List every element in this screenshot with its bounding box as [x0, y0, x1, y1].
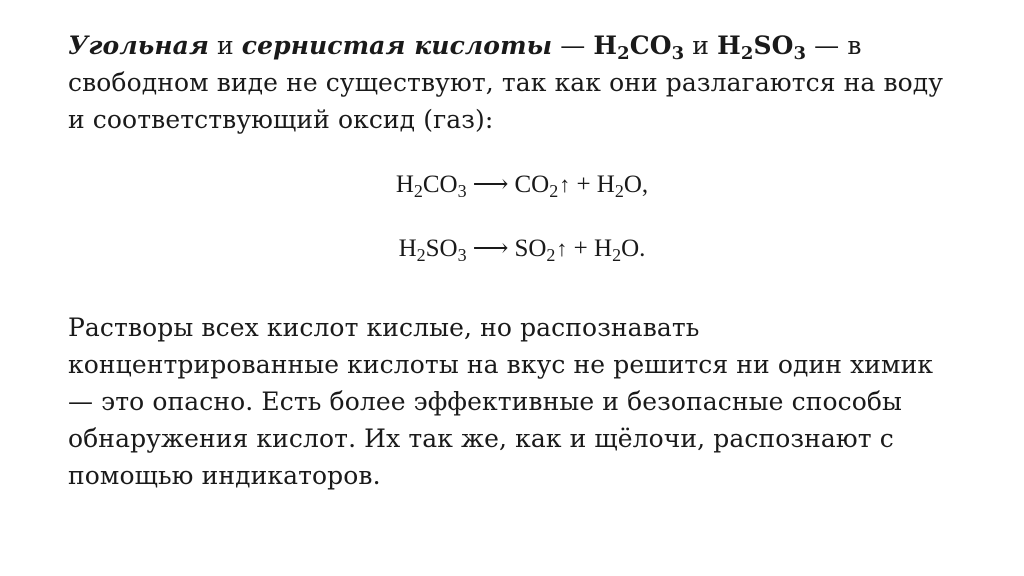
- conjunction-and-2: и: [684, 31, 718, 60]
- formula-h2co3: $H_2CO_3$: [593, 31, 685, 65]
- reaction-arrow-icon: ⟶: [472, 235, 509, 262]
- intro-paragraph: [68, 27, 958, 138]
- conjunction-and: и: [208, 31, 242, 60]
- equation-carbonic-decomposition: $H_2CO_3$ ⟶ $CO_2↑ + H_2O$,: [0, 168, 1024, 202]
- gas-up-arrow-icon: ↑: [559, 172, 571, 197]
- reaction-arrow-icon: ⟶: [472, 171, 509, 198]
- dash: —: [552, 31, 594, 60]
- conclusion-paragraph: Растворы всех кислот кислые, но распознавать концентрированные кислоты на вкус не решится ни один химик — это опасно. Есть более эффективные и безопасные способы обнаружения кислот. Их так же, как и щёлочи, распознают с помощью индикаторов.: [68, 313, 934, 490]
- formula-h2so3: $H_2SO_3$: [717, 31, 807, 65]
- equation-sulfurous-decomposition: $H_2SO_3$ ⟶ $SO_2↑ + H_2O$.: [0, 232, 1024, 266]
- sulfurous-acid-term: сернистая кислоты: [241, 31, 553, 60]
- gas-up-arrow-icon: ↑: [556, 236, 568, 261]
- intro-rest-text: — в свободном виде не существуют, так как они разлагаются на воду и соответствующий оксид (газ):: [68, 31, 944, 134]
- carbonic-acid-term: Угольная: [68, 31, 209, 60]
